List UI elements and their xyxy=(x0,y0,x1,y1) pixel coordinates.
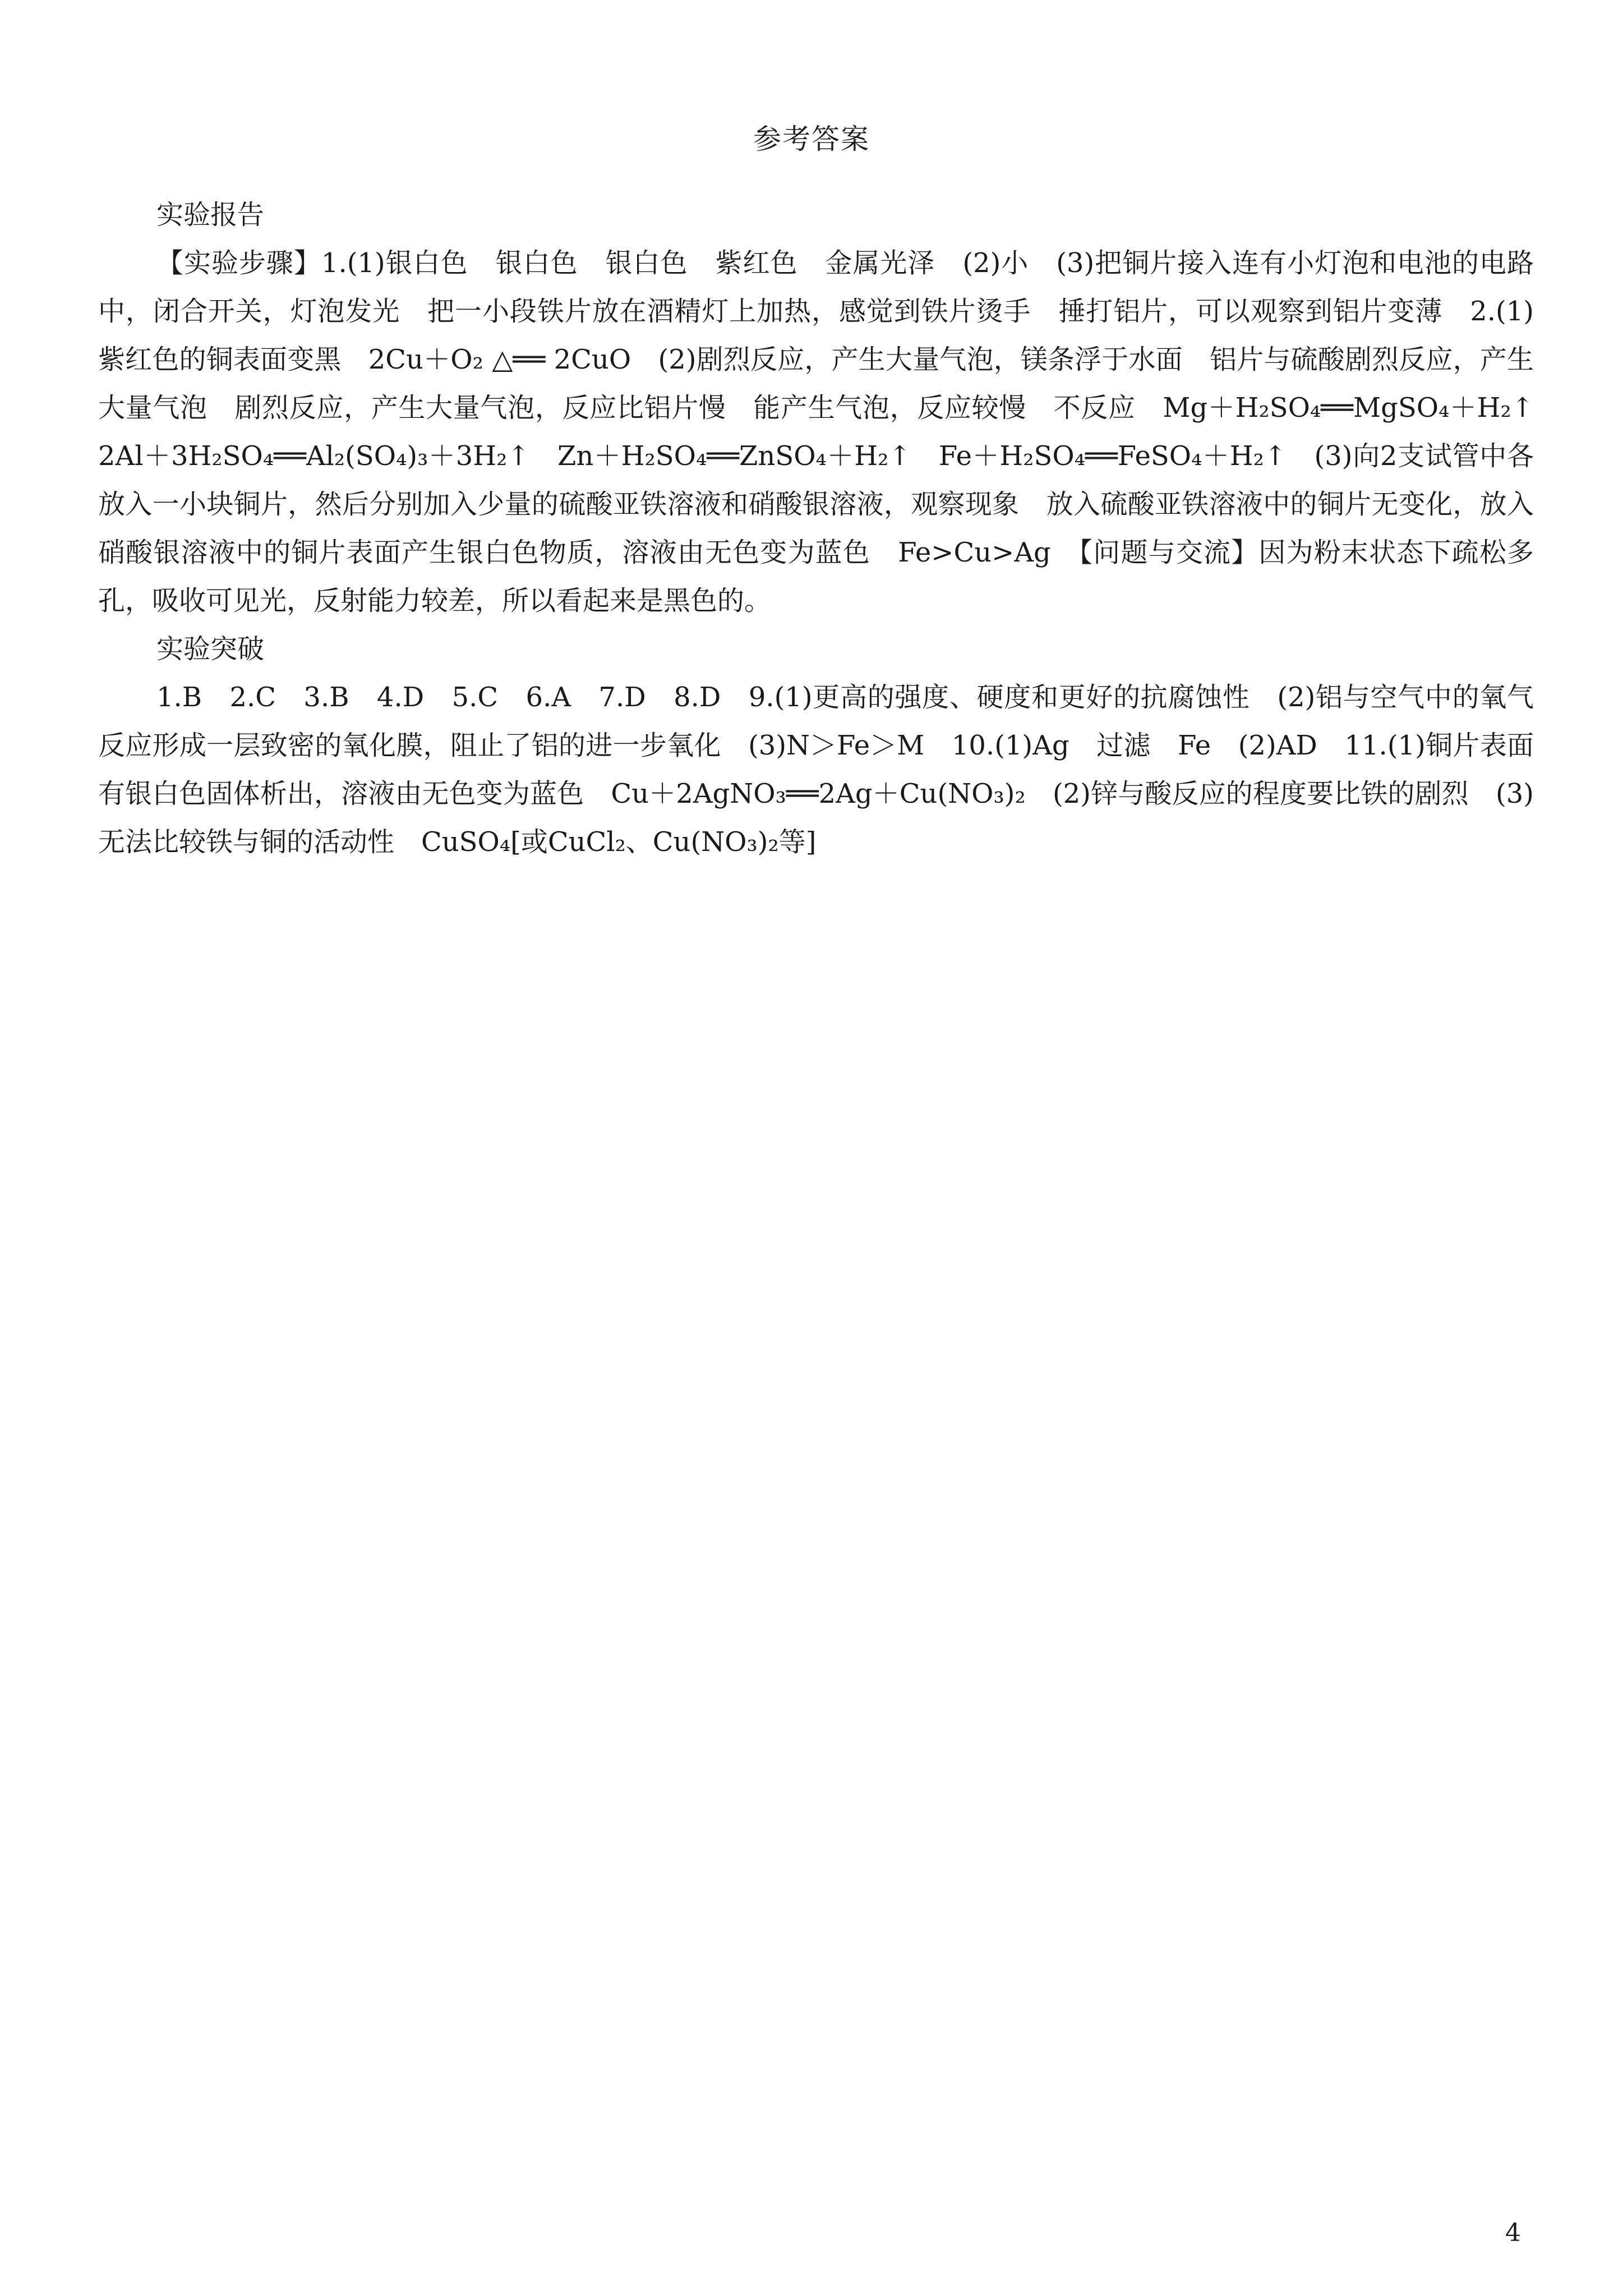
section-heading-lab-report: 实验报告 xyxy=(156,199,265,231)
section-heading-breakthrough: 实验突破 xyxy=(156,633,265,665)
answer-content xyxy=(98,191,1561,866)
section-paragraph-lab-report: 【实验步骤】1.(1)银白色 银白色 银白色 紫红色 金属光泽 (2)小 (3)把铜片接入连有小灯泡和电池的电路中，闭合开关，灯泡发光 把一小段铁片放在酒精灯上加热，感觉到铁片烫手 捶打铝片，可以观察到铝片变薄 2.(1)紫红色的铜表面变黑 2Cu＋O₂ △══ 2CuO (2)剧烈反应，产生大量气泡，镁条浮于水面 铝片与硫酸剧烈反应，产生大量气泡 剧烈反应，产生大量气泡，反应比铝片慢 能产生气泡，反应较慢 不反应 Mg＋H₂SO₄══MgSO₄＋H₂↑ 2Al＋3H₂SO₄══Al₂(SO₄)₃＋3H₂↑ Zn＋H₂SO₄══ZnSO₄＋H₂↑ Fe＋H₂SO₄══FeSO₄＋H₂↑ (3)向2支试管中各放入一小块铜片，然后分别加入少量的硫酸亚铁溶液和硝酸银溶液，观察现象 放入硫酸亚铁溶液中的铜片无变化，放入硝酸银溶液中的铜片表面产生银白色物质，溶液由无色变为蓝色 Fe>Cu>Ag 【问题与交流】因为粉末状态下疏松多孔，吸收可见光，反射能力较差，所以看起来是黑色的。 xyxy=(98,247,1561,616)
section-paragraph-breakthrough: 1.B 2.C 3.B 4.D 5.C 6.A 7.D 8.D 9.(1)更高的强度、硬度和更好的抗腐蚀性 (2)铝与空气中的氧气反应形成一层致密的氧化膜，阻止了铝的进一步氧化 (3)N＞Fe＞M 10.(1)Ag 过滤 Fe (2)AD 11.(1)铜片表面有银白色固体析出，溶液由无色变为蓝色 Cu＋2AgNO₃══2Ag＋Cu(NO₃)₂ (2)锌与酸反应的程度要比铁的剧烈 (3)无法比较铁与铜的活动性 CuSO₄[或CuCl₂、Cu(NO₃)₂等] xyxy=(98,682,1534,858)
page-title: 参考答案 xyxy=(753,123,870,155)
page-number: 4 xyxy=(1505,2219,1521,2247)
